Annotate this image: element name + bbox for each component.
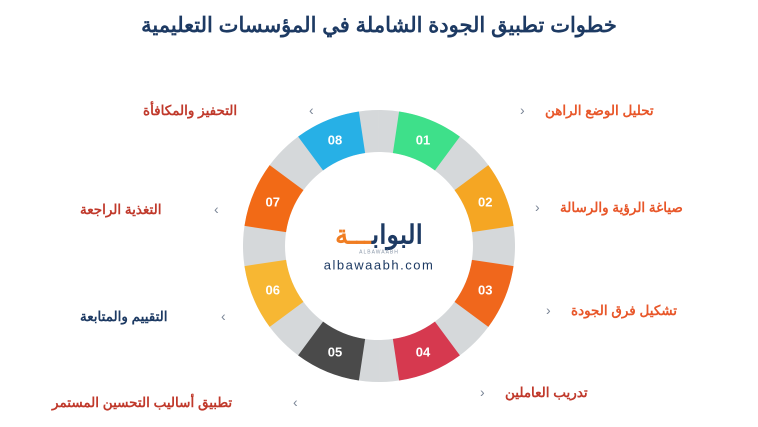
connector-chevron-04: ‹ <box>480 384 485 400</box>
logo <box>299 220 459 273</box>
connector-chevron-08: › <box>309 102 314 118</box>
step-label-07: التغذية الراجعة <box>80 202 162 217</box>
step-number-08: 08 <box>327 132 343 148</box>
logo-microtext: ALBAWAABH <box>359 249 399 256</box>
logo-main-prefix: البواب <box>371 219 423 250</box>
connector-chevron-05: › <box>293 394 298 410</box>
step-number-06: 06 <box>265 282 280 298</box>
connector-chevron-01: ‹ <box>520 102 525 118</box>
logo-wordmark <box>299 220 459 251</box>
step-label-06: التقييم والمتابعة <box>80 309 168 324</box>
logo-domain: albawaabh.com <box>323 257 435 273</box>
step-number-02: 02 <box>478 194 493 210</box>
step-label-08: التحفيز والمكافأة <box>143 103 238 118</box>
step-number-03: 03 <box>478 282 493 298</box>
process-wheel <box>243 110 515 382</box>
connector-chevron-02: ‹ <box>535 199 540 215</box>
step-number-01: 01 <box>415 132 431 148</box>
logo-main-accent: ـــة <box>335 219 372 250</box>
step-label-01: تحليل الوضع الراهن <box>545 103 654 118</box>
step-number-05: 05 <box>327 344 343 360</box>
step-number-04: 04 <box>415 344 431 360</box>
connector-chevron-06: › <box>221 308 226 324</box>
page-title: خطوات تطبيق الجودة الشاملة في المؤسسات التعليمية <box>141 14 617 37</box>
connector-chevron-07: › <box>214 201 219 217</box>
connector-chevron-03: ‹ <box>546 302 551 318</box>
step-number-07: 07 <box>265 194 280 210</box>
step-label-02: صياغة الرؤية والرسالة <box>560 200 683 215</box>
step-label-03: تشكيل فرق الجودة <box>571 303 678 318</box>
step-label-05: تطبيق أساليب التحسين المستمر <box>52 395 233 410</box>
step-label-04: تدريب العاملين <box>505 385 588 400</box>
